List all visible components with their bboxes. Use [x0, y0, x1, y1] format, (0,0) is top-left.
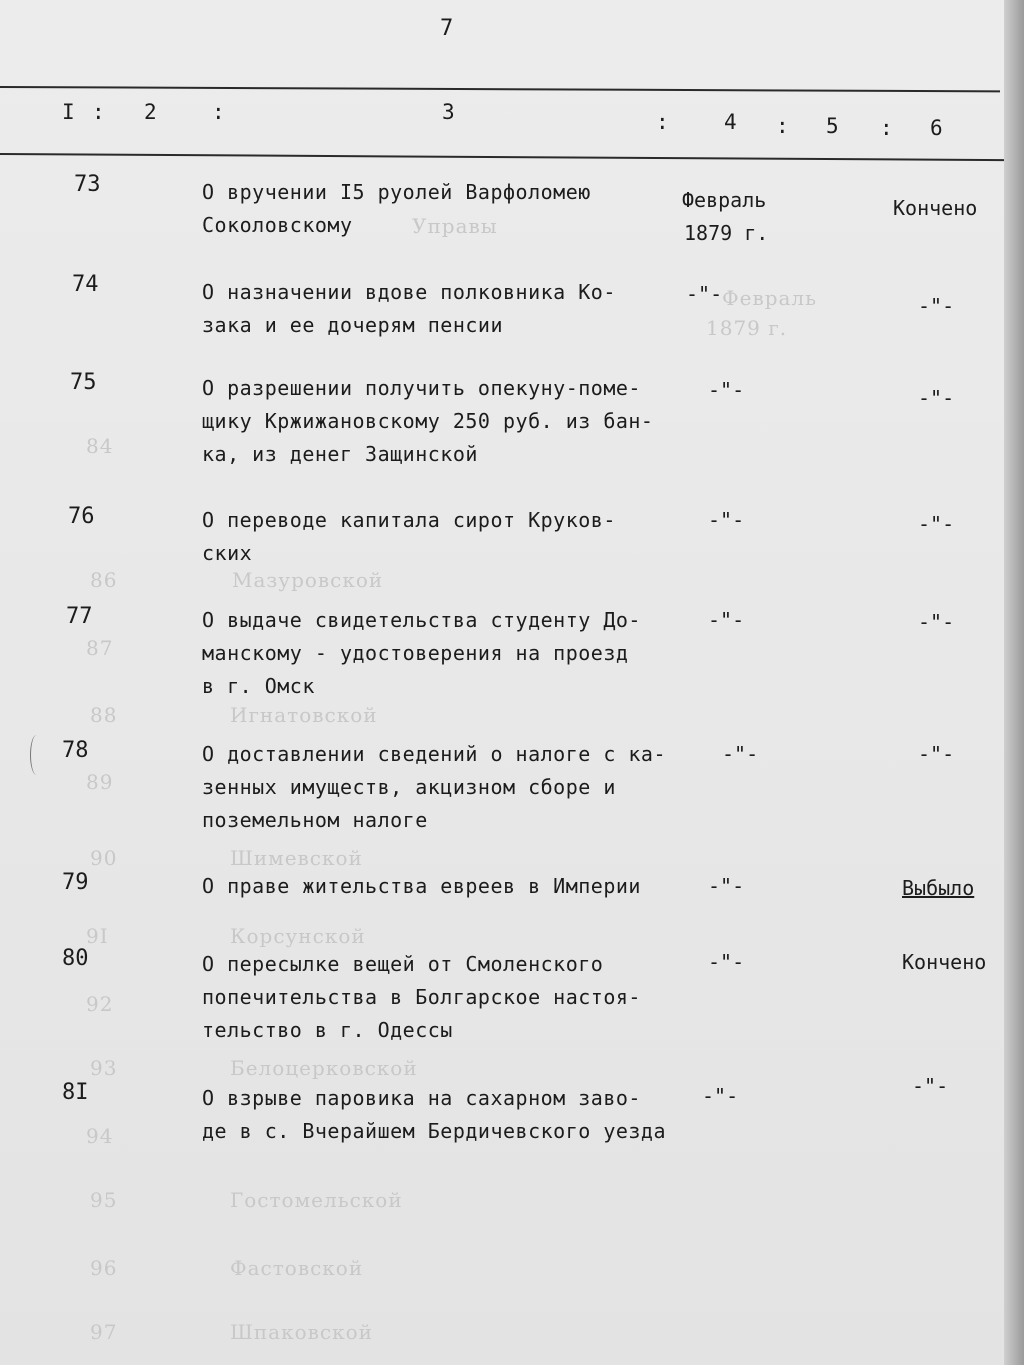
bleed-text: Управы — [412, 214, 498, 238]
row-title — [202, 504, 692, 570]
row-number: 73 — [74, 172, 101, 197]
header-col-4: 4 — [724, 110, 737, 134]
row-title-line: О взрыве паровика на сахарном заво- — [202, 1086, 641, 1110]
row-title — [202, 1082, 692, 1148]
row-date: -"- — [708, 378, 745, 402]
row-number: 76 — [68, 504, 95, 529]
row-title-line: О доставлении сведений о налоге с ка- — [202, 742, 667, 766]
row-title-line: О разрешении получить опекуну-поме- — [202, 376, 641, 400]
row-title-line: поземельном налоге — [202, 808, 428, 832]
row-title — [202, 738, 692, 837]
margin-pencil-mark — [30, 735, 43, 775]
row-date: -"- — [708, 508, 745, 532]
row-title-line: тельство в г. Одессы — [202, 1018, 453, 1042]
row-title-line: зака и ее дочерям пенсии — [202, 313, 503, 337]
header-rule-bottom — [0, 153, 1004, 161]
bleed-text: Гостомельской — [230, 1188, 403, 1212]
row-status: -"- — [918, 610, 955, 634]
row-title-line: попечительства в Болгарское настоя- — [202, 985, 641, 1009]
bleed-text: Шимевской — [230, 846, 363, 870]
header-separator: : — [880, 116, 893, 140]
bleed-text: 1879 г. — [706, 316, 788, 340]
bleed-text: 94 — [86, 1124, 114, 1148]
header-col-2: 2 — [144, 100, 157, 124]
row-title-line: О вручении I5 руолей Варфоломею — [202, 180, 591, 204]
row-title — [202, 372, 692, 471]
row-date-line: 1879 г. — [684, 221, 769, 245]
bleed-text: 9I — [86, 924, 109, 948]
row-title-line: О выдаче свидетельства студенту До- — [202, 608, 641, 632]
row-status: -"- — [918, 742, 955, 766]
header-col-3: 3 — [442, 100, 455, 124]
row-title-line: манскому - удостоверения на проезд — [202, 641, 629, 665]
row-date: -"- — [708, 874, 745, 898]
bleed-text: 86 — [90, 568, 118, 592]
bleed-text: 87 — [86, 636, 114, 660]
bleed-text: Белоцерковской — [230, 1056, 418, 1080]
row-title — [202, 276, 692, 342]
row-status: -"- — [918, 386, 955, 410]
header-separator: : — [92, 100, 105, 124]
row-title-line: ка, из денег Защинской — [202, 442, 478, 466]
row-number: 75 — [70, 370, 97, 395]
bleed-text: Шпаковской — [230, 1320, 373, 1344]
row-number: 77 — [66, 604, 93, 629]
bleed-text: 93 — [90, 1056, 118, 1080]
bleed-text: 84 — [86, 434, 114, 458]
bleed-text: Фастовской — [230, 1256, 364, 1280]
header-separator: : — [656, 110, 669, 134]
bleed-text: Игнатовской — [230, 703, 378, 727]
row-title — [202, 604, 692, 703]
row-status: Выбыло — [902, 876, 975, 900]
row-number: 8I — [62, 1080, 89, 1105]
row-number: 79 — [62, 870, 89, 895]
row-number: 78 — [62, 738, 89, 763]
row-status: Кончено — [893, 196, 978, 220]
bleed-text: 89 — [86, 770, 114, 794]
row-title-line: О назначении вдове полковника Ко- — [202, 280, 616, 304]
page-edge-shadow — [1004, 0, 1024, 1365]
row-date: -"- — [702, 1084, 739, 1108]
row-title-line: зенных имуществ, акцизном сборе и — [202, 775, 616, 799]
row-title-line: ских — [202, 541, 253, 565]
bleed-text: 92 — [86, 992, 114, 1016]
row-number: 80 — [62, 946, 89, 971]
row-title — [202, 870, 692, 903]
header-col-5: 5 — [826, 114, 839, 138]
row-date: -"- — [708, 950, 745, 974]
row-date: -"- — [708, 608, 745, 632]
row-number: 74 — [72, 272, 99, 297]
bleed-text: Корсунской — [230, 924, 366, 948]
row-title-line: О переводе капитала сирот Круков- — [202, 508, 616, 532]
bleed-text: 96 — [90, 1256, 118, 1280]
bleed-text: 97 — [90, 1320, 118, 1344]
row-title — [202, 948, 692, 1047]
row-title-line: О пересылке вещей от Смоленского — [202, 952, 604, 976]
row-status: -"- — [918, 294, 955, 318]
row-title — [202, 176, 692, 242]
bleed-text: 90 — [90, 846, 118, 870]
bleed-text: Мазуровской — [232, 568, 384, 592]
row-status: -"- — [918, 512, 955, 536]
bleed-text: 95 — [90, 1188, 118, 1212]
row-title-line: О праве жительства евреев в Империи — [202, 874, 641, 898]
row-title-line: щику Кржижановскому 250 руб. из бан- — [202, 409, 654, 433]
bleed-text: Февраль — [722, 286, 818, 310]
row-status: -"- — [912, 1074, 949, 1098]
page-number: 7 — [440, 16, 454, 41]
row-title-line: в г. Омск — [202, 674, 315, 698]
header-separator: : — [776, 114, 789, 138]
row-status: Кончено — [902, 950, 987, 974]
header-separator: : — [212, 100, 225, 124]
row-title-line: де в с. Вчерайшем Бердичевского уезда — [202, 1119, 667, 1143]
row-date — [682, 184, 768, 250]
header-col-6: 6 — [930, 116, 943, 140]
row-date: -"- — [686, 282, 723, 306]
row-date-line: Февраль — [682, 188, 767, 212]
header-rule-top — [0, 86, 1000, 92]
header-col-1: I — [62, 100, 75, 124]
row-date: -"- — [722, 742, 759, 766]
row-title-line: Соколовскому — [202, 213, 353, 237]
bleed-text: 88 — [90, 703, 118, 727]
